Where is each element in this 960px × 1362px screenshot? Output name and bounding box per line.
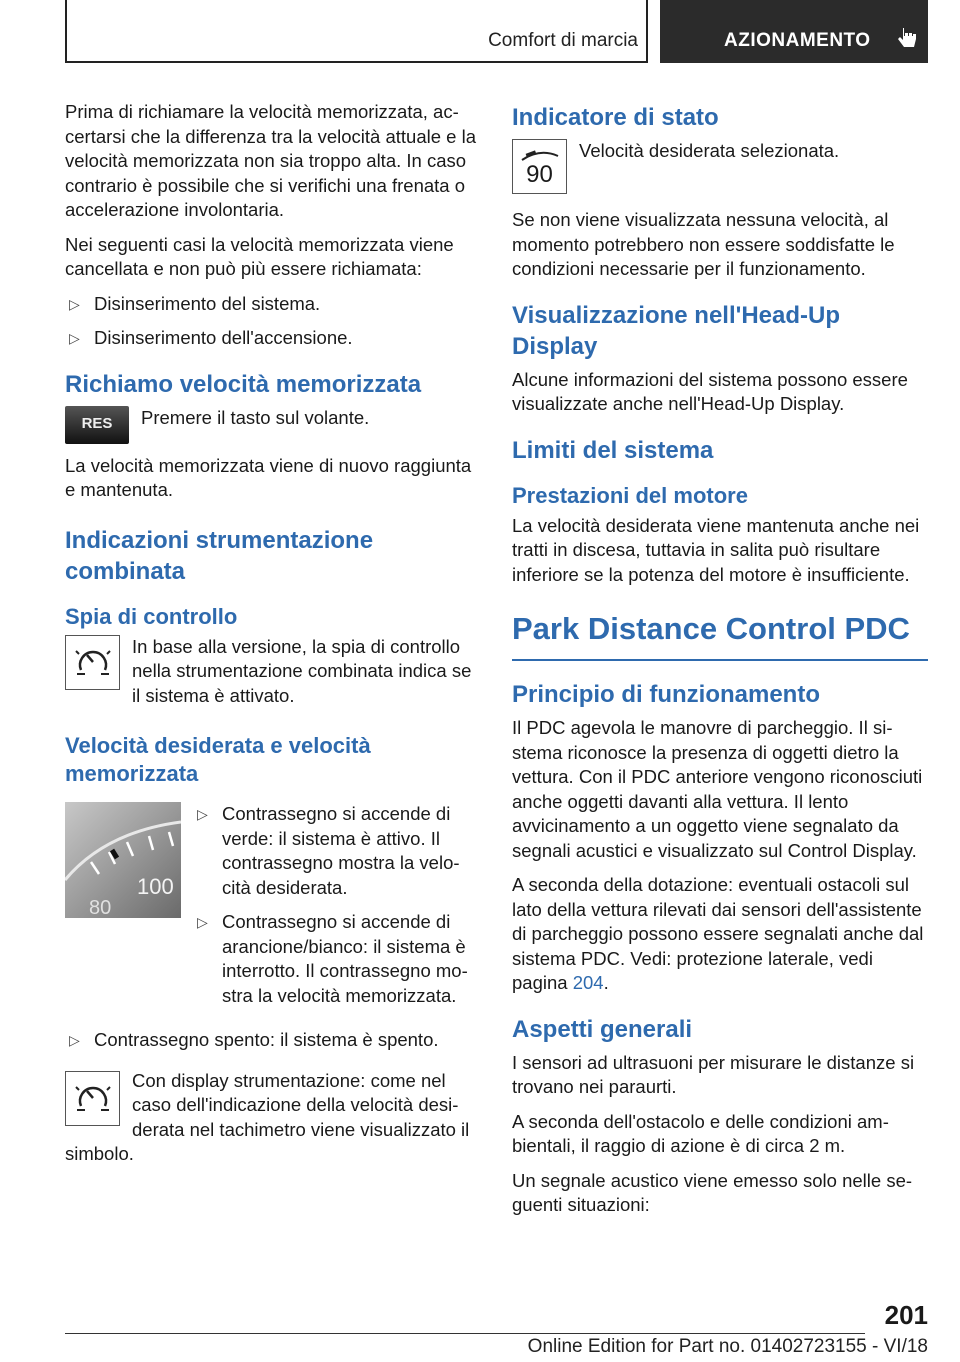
- arc-mark-icon: [518, 146, 562, 162]
- right-column: [512, 100, 928, 1228]
- heading-velocita: Velocità desiderata e velocità memorizzata: [65, 733, 371, 786]
- section-title: Comfort di marcia: [488, 30, 638, 51]
- heading-pdc: Park Distance Control PDC: [512, 609, 928, 661]
- res-button-icon: RES: [65, 406, 129, 444]
- spia-text: In base alla versione, la spia di controllo nella strumentazione combinata indica se il sistema è attivato.: [132, 635, 472, 706]
- heading-hud: Visualizzazione nell'Head-Up Display: [512, 301, 841, 360]
- period: .: [603, 972, 609, 993]
- bullet-list: [193, 802, 481, 1018]
- heading-richiamo: Richiamo velocità memorizzata: [65, 370, 422, 398]
- hand-pointer-icon: [896, 26, 918, 52]
- display-text: Con display strumentazione: come nel caso dell'indicazione della velocità desiderata nel tachimetro viene visualizzato il simbolo.: [65, 1069, 470, 1164]
- footer-divider: [65, 1333, 865, 1334]
- indicatore-text: Velocità desiderata selezionata.: [579, 140, 840, 161]
- res-row: [65, 406, 481, 444]
- heading-indicatore: Indicatore di stato: [512, 104, 719, 131]
- paragraph: I sensori ad ultrasuoni per misurare le distanze si trovano nei paraurti.: [512, 1051, 915, 1097]
- gauge-label-100: 100: [137, 874, 174, 899]
- heading-limiti: Limiti del sistema: [512, 436, 714, 464]
- paragraph: La velocità memorizzata viene di nuovo raggiunta e mantenuta.: [65, 454, 472, 500]
- paragraph: Il PDC agevola le manovre di parcheggio. Il sistema riconosce la presenza di oggetti dietro la vettura. Con il PDC anteriore vengono riconosciuti anche oggetti davanti alla vettura. Il lento avvicinamento a un oggetto viene segnalato da segnali acustici e visualizzato sul Control Display.: [512, 717, 923, 861]
- chapter-tab[interactable]: [660, 0, 928, 63]
- heading-aspetti: Aspetti generali: [512, 1015, 693, 1043]
- paragraph: Prima di richiamare la velocità memorizzata, accertarsi che la differenza tra la velocità attuale e la velocità memorizzata non sia troppo alta. In caso contrario è possibile che si verifichi una frenata o accelerazione involontaria.: [65, 101, 476, 220]
- bullet-list: [65, 1028, 481, 1053]
- chapter-label: AZIONAMENTO: [724, 30, 871, 51]
- list-item: ▷ Disinserimento dell'accensione.: [65, 326, 481, 351]
- paragraph: Alcune informazioni del sistema possono essere visualizzate anche nell'Head-Up Display.: [512, 368, 908, 414]
- speedometer-image: [65, 802, 181, 918]
- speed-setpoint-icon: [512, 139, 567, 194]
- spia-row: [65, 635, 481, 709]
- page-link[interactable]: 204: [572, 972, 604, 993]
- list-item: ▷ Contrassegno si accende di arancione/bianco: il sistema è interrotto. Il contrassegno mostra la velocità memorizzata.: [193, 910, 481, 1008]
- gauge-row: [65, 802, 481, 1018]
- display-note: [65, 1069, 481, 1167]
- dotazione-text: A seconda della dotazione: eventuali ostacoli sul lato della vettura rilevati dai sensori dell'assistente di parcheggio possono essere segnalati anche dal sistema PDC. Vedi: protezione laterale, vedi pagina: [512, 874, 924, 993]
- paragraph: A seconda dell'ostacolo e delle condizioni ambientali, il raggio di azione è di circa 2 m.: [512, 1110, 889, 1156]
- paragraph: La velocità desiderata viene mantenuta anche nei tratti in discesa, tuttavia in salita può risultare inferiore se la potenza del motore è insufficiente.: [512, 514, 920, 585]
- page-number: 201: [884, 1300, 928, 1330]
- paragraph: Se non viene visualizzata nessuna velocità, al momento potrebbero non essere soddisfatte le condizioni necessarie per il funzionamento.: [512, 209, 895, 279]
- gauge-label-80: 80: [89, 897, 112, 918]
- heading-spia: Spia di controllo: [65, 603, 238, 629]
- heading-indicazioni: Indicazioni strumentazione combinata: [65, 526, 374, 585]
- left-column: [65, 100, 481, 1167]
- bullet-list: [65, 292, 481, 351]
- speed-value: 90: [526, 160, 553, 188]
- list-item: ▷ Contrassegno spento: il sistema è spento.: [65, 1028, 481, 1053]
- heading-prestazioni: Prestazioni del motore: [512, 482, 748, 508]
- edition-text: Online Edition for Part no. 01402723155 - VI/18: [527, 1336, 928, 1357]
- list-item: ▷ Contrassegno si accende di verde: il sistema è attivo. Il contrassegno mostra la velocità desiderata.: [193, 802, 481, 900]
- heading-principio: Principio di funzionamento: [512, 681, 820, 708]
- paragraph: Un segnale acustico viene emesso solo nelle seguenti situazioni:: [512, 1169, 913, 1215]
- res-text: Premere il tasto sul volante.: [141, 406, 370, 428]
- cruise-control-icon: [65, 635, 120, 690]
- indicatore-row: [512, 139, 928, 194]
- cruise-control-icon: [65, 1071, 120, 1126]
- paragraph: Nei seguenti casi la velocità memorizzata viene cancellata e non può più essere richiamata:: [65, 233, 454, 279]
- list-item: ▷ Disinserimento del sistema.: [65, 292, 481, 317]
- paragraph: [512, 873, 928, 996]
